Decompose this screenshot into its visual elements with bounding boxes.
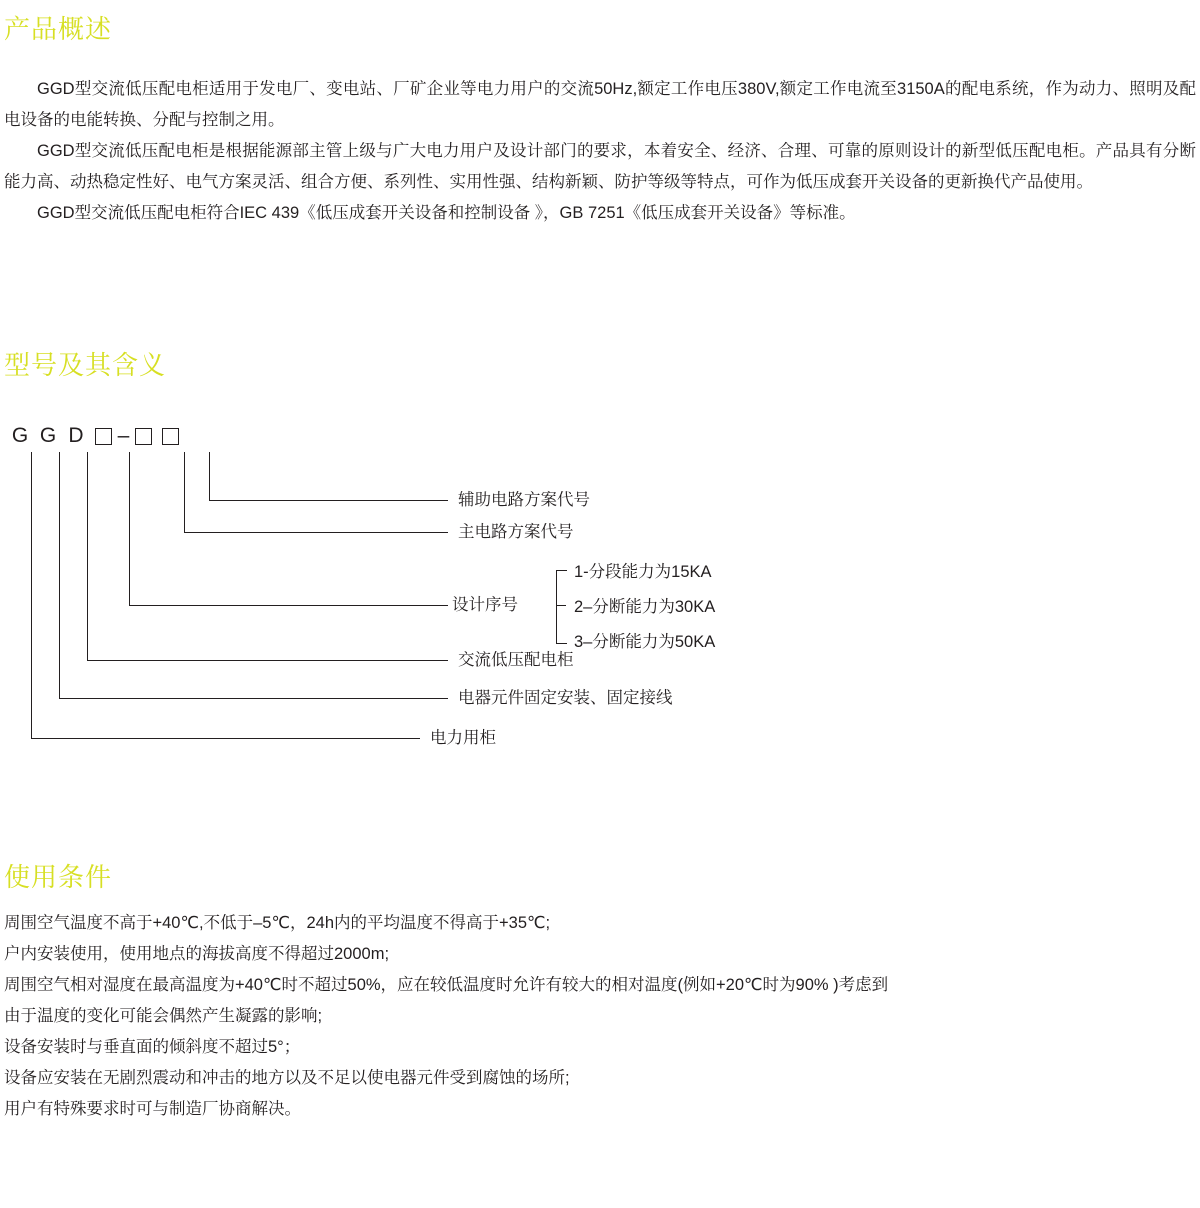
leader-line-main-vertical [184,452,185,532]
design-options-brace [556,570,567,644]
model-code-letter-2: G [39,424,57,447]
usage-line-7: 用户有特殊要求时可与制造厂协商解决。 [4,1100,301,1118]
section-title-model: 型号及其含义 [4,350,167,380]
leader-line-purpose-horizontal [31,738,420,739]
usage-line-3: 周围空气相对湿度在最高温度为+40℃时不超过50%，应在较低温度时允许有较大的相对温度(例如+20℃时为90% )考虑到 [4,976,889,994]
section-title-overview: 产品概述 [4,14,113,44]
design-option-1: 1-分段能力为15KA [574,563,712,581]
overview-paragraph-3: GGD型交流低压配电柜符合IEC 439《低压成套开关设备和控制设备 》，GB 7251《低压成套开关设备》等标准。 [37,204,856,222]
model-code-dash: – [117,424,130,447]
model-code-letter-1: G [11,424,29,447]
leader-line-mounting-vertical [59,452,60,698]
model-code-letter-3: D [68,424,84,447]
model-code-box-design-serial [95,428,112,445]
leader-line-main-horizontal [184,532,448,533]
design-option-2: 2–分断能力为30KA [574,598,716,616]
label-mounting: 电器元件固定安装、固定接线 [458,689,673,707]
label-cabinet-type: 交流低压配电柜 [458,651,574,669]
label-main-circuit: 主电路方案代号 [458,523,574,541]
model-code-row [6,424,184,448]
label-design-serial: 设计序号 [452,596,518,614]
overview-paragraph-1: GGD型交流低压配电柜适用于发电厂、变电站、厂矿企业等电力用户的交流50Hz,额定工作电压380V,额定工作电流至3150A的配电系统，作为动力、照明及配电设备的电能转换、分配与控制之用。 [4,80,1196,129]
usage-line-5: 设备安装时与垂直面的倾斜度不超过5°； [4,1038,301,1056]
design-option-3: 3–分断能力为50KA [574,633,716,651]
leader-line-cabinet-horizontal [87,660,448,661]
usage-conditions-body [4,908,1196,1125]
usage-line-2: 户内安装使用，使用地点的海拔高度不得超过2000m; [4,945,390,963]
leader-line-aux-vertical [209,452,210,500]
leader-line-aux-horizontal [209,500,448,501]
label-aux-circuit: 辅助电路方案代号 [458,491,590,509]
section-title-usage: 使用条件 [4,862,113,892]
usage-line-1: 周围空气温度不高于+40℃,不低于–5℃，24h内的平均温度不得高于+35℃; [4,914,551,932]
design-options-brace-middle-tick [556,605,566,606]
leader-line-design-vertical [129,452,130,605]
leader-line-cabinet-vertical [87,452,88,660]
model-code-box-aux-circuit [162,428,179,445]
model-designation-diagram [0,412,1000,782]
label-purpose: 电力用柜 [430,729,496,747]
usage-line-4: 由于温度的变化可能会偶然产生凝露的影响; [4,1007,323,1025]
overview-paragraph-2: GGD型交流低压配电柜是根据能源部主管上级与广大电力用户及设计部门的要求，本着安全、经济、合理、可靠的原则设计的新型低压配电柜。产品具有分断能力高、动热稳定性好、电气方案灵活、组合方便、系列性、实用性强、结构新颖、防护等级等特点，可作为低压成套开关设备的更新换代产品使用。 [4,142,1196,191]
model-code-box-main-circuit [135,428,152,445]
usage-line-6: 设备应安装在无剧烈震动和冲击的地方以及不足以使电器元件受到腐蚀的场所; [4,1069,570,1087]
leader-line-mounting-horizontal [59,698,448,699]
leader-line-purpose-vertical [31,452,32,738]
leader-line-design-horizontal [129,605,448,606]
overview-body [4,74,1196,229]
